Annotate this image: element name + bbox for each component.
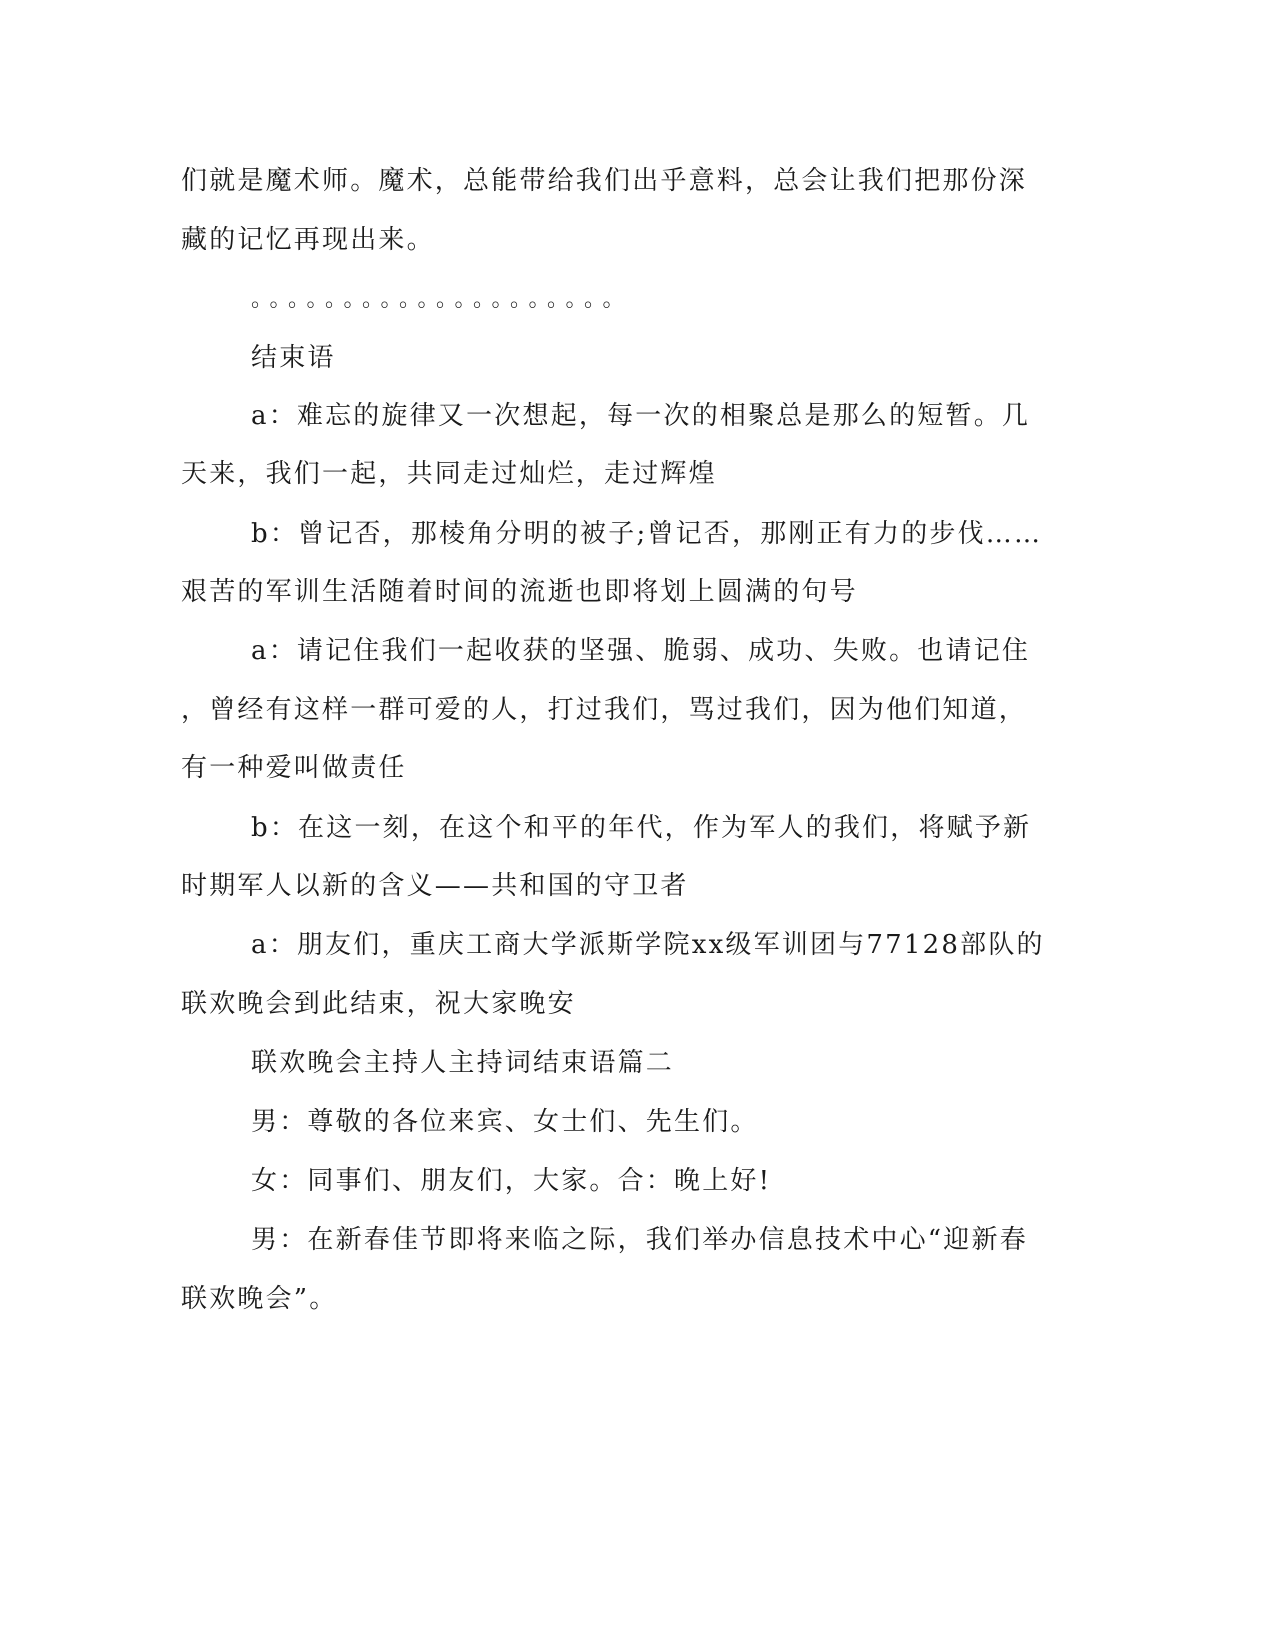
text-line: 们就是魔术师。魔术，总能带给我们出乎意料，总会让我们把那份深	[181, 166, 1028, 196]
text-line: a：难忘的旋律又一次想起，每一次的相聚总是那么的短暂。几	[251, 401, 1031, 431]
text-line: ，曾经有这样一群可爱的人，打过我们，骂过我们，因为他们知道，	[181, 695, 1028, 725]
text-line: a：朋友们，重庆工商大学派斯学院xx级军训团与77128部队的	[251, 930, 1045, 960]
text-line: 天来，我们一起，共同走过灿烂，走过辉煌	[181, 459, 717, 489]
text-line: 男：尊敬的各位来宾、女士们、先生们。	[251, 1107, 759, 1137]
text-line: b：曾记否，那棱角分明的被子;曾记否，那刚正有力的步伐……	[251, 519, 1043, 549]
text-line: 时期军人以新的含义——共和国的守卫者	[181, 871, 689, 901]
text-line: a：请记住我们一起收获的坚强、脆弱、成功、失败。也请记住	[251, 636, 1031, 666]
text-line: 女：同事们、朋友们，大家。合：晚上好!	[251, 1166, 772, 1196]
text-line: 联欢晚会到此结束，祝大家晚安	[181, 989, 576, 1019]
section-heading: 结束语	[251, 343, 336, 373]
text-line: 联欢晚会”。	[181, 1284, 338, 1314]
text-line: 藏的记忆再现出来。	[181, 225, 435, 255]
section-heading: 联欢晚会主持人主持词结束语篇二	[251, 1048, 675, 1078]
ellipsis-line: 。。。。。。。。。。。。。。。。。。。。	[251, 287, 633, 312]
text-line: b：在这一刻，在这个和平的年代，作为军人的我们，将赋予新	[251, 813, 1032, 843]
text-line: 有一种爱叫做责任	[181, 753, 407, 783]
text-line: 艰苦的军训生活随着时间的流逝也即将划上圆满的句号	[181, 577, 858, 607]
text-line: 男：在新春佳节即将来临之际，我们举办信息技术中心“迎新春	[251, 1225, 1028, 1255]
